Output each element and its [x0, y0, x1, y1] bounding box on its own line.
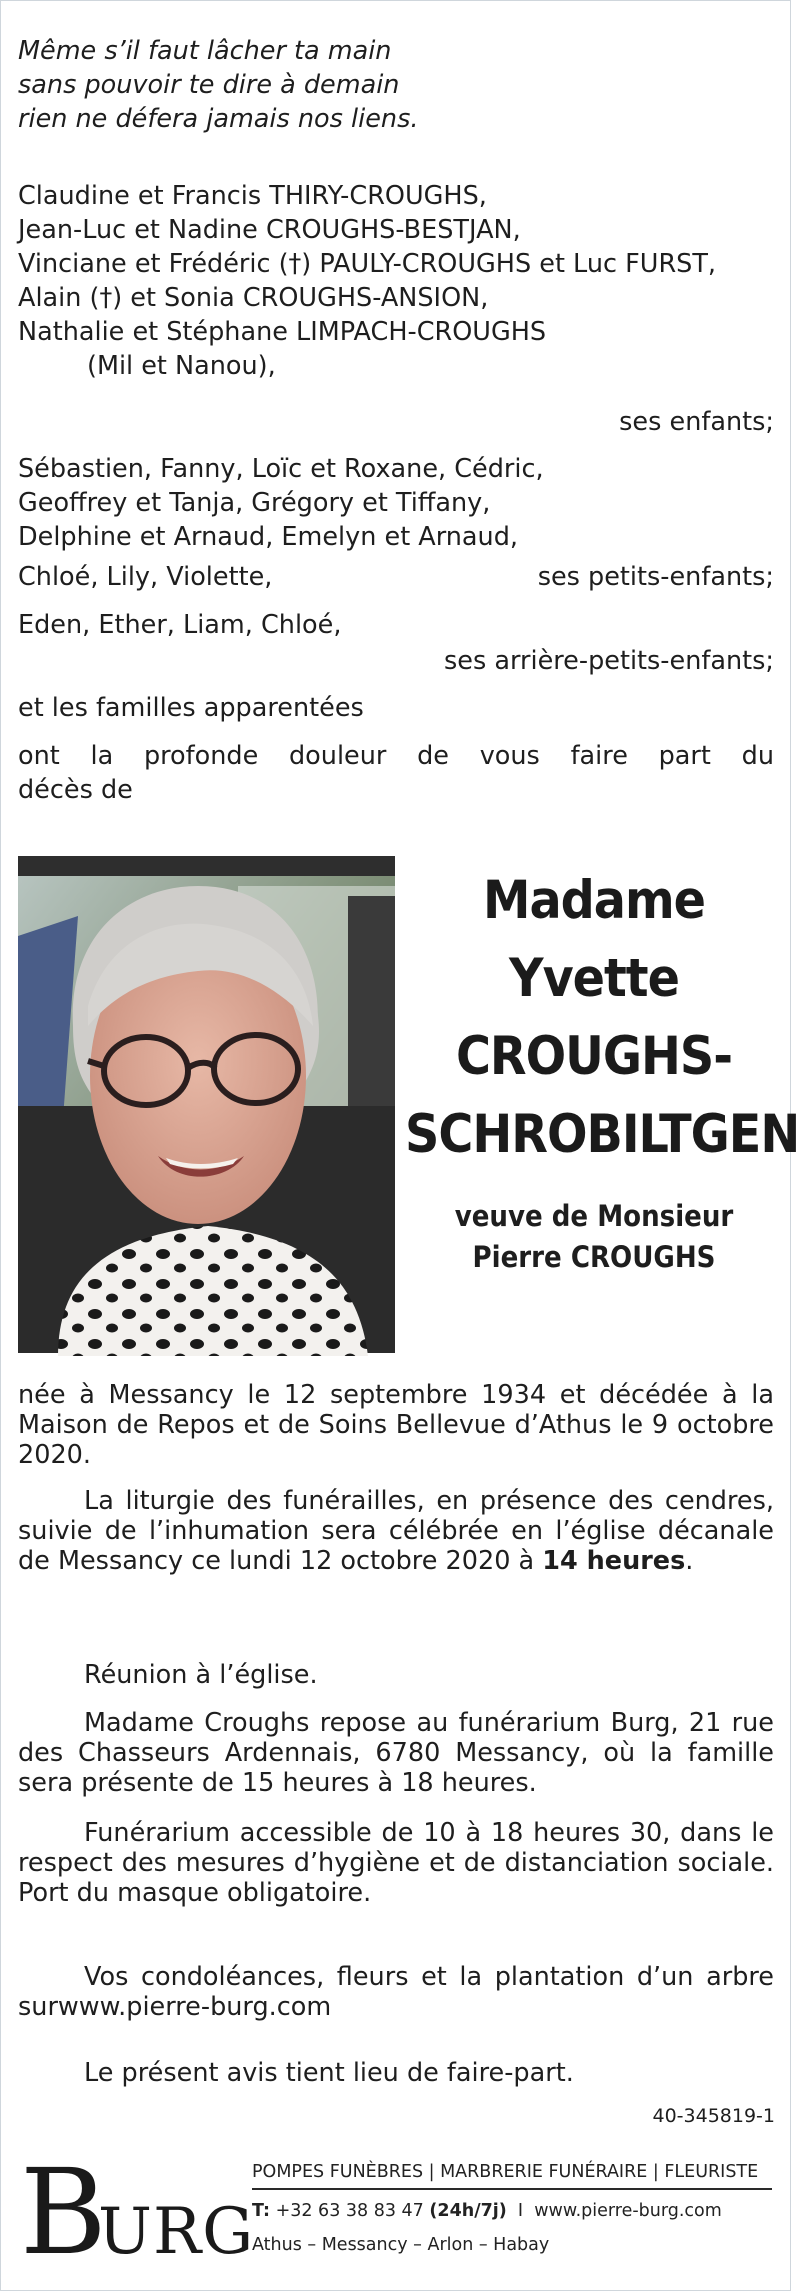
birth-death-paragraph: née à Messancy le 12 septembre 1934 et décédée à la Maison de Repos et de Soins Bellevue d’Athus le 9 octobre 2020. [18, 1380, 774, 1470]
deceased-surname: SCHROBILTGEN [405, 1104, 799, 1165]
phone-hours: (24h/7j) [429, 2201, 507, 2221]
children-line: Claudine et Francis THIRY-CROUGHS, [18, 181, 487, 211]
children-line: (Mil et Nanou), [87, 351, 276, 381]
grandchildren-line: Geoffrey et Tanja, Grégory et Tiffany, [18, 488, 491, 518]
verse-line: rien ne défera jamais nos liens. [18, 104, 419, 134]
grandchildren-role: ses petits-enfants; [537, 562, 774, 592]
children-line: Vinciane et Frédéric (†) PAULY-CROUGHS et Luc FURST, [18, 249, 717, 279]
footer-services: POMPES FUNÈBRES | MARBRERIE FUNÉRAIRE | FLEURISTE [252, 2162, 759, 2182]
deceased-surname: CROUGHS- [455, 1026, 733, 1087]
website-link[interactable]: www.pierre-burg.com [534, 2201, 722, 2221]
children-line: Jean-Luc et Nadine CROUGHS-BESTJAN, [18, 215, 521, 245]
phone-number[interactable]: +32 63 38 83 47 [275, 2201, 424, 2221]
widow-line: Pierre CROUGHS [472, 1240, 716, 1274]
notice-paragraph: Le présent avis tient lieu de faire-part. [84, 2058, 574, 2088]
great-grandchildren-line: Eden, Ether, Liam, Chloé, [18, 610, 342, 640]
grandchildren-line: Sébastien, Fanny, Loïc et Roxane, Cédric, [18, 454, 544, 484]
footer-contact [252, 2199, 722, 2223]
access-paragraph: Funérarium accessible de 10 à 18 heures 30, dans le respect des mesures d’hygiène et de distanciation sociale. Port du masque obligatoire. [18, 1818, 774, 1908]
children-line: Nathalie et Stéphane LIMPACH-CROUGHS [18, 317, 547, 347]
footer-locations: Athus – Messancy – Arlon – Habay [252, 2235, 550, 2255]
phone-label: T: [252, 2201, 270, 2221]
verse-line: Même s’il faut lâcher ta main [18, 36, 392, 66]
announcement-line: décès de [18, 775, 133, 805]
meeting-paragraph: Réunion à l’église. [84, 1660, 318, 1690]
widow-line: veuve de Monsieur [454, 1199, 734, 1233]
liturgy-text: La liturgie des funérailles, en présence des cendres, suivie de l’inhumation sera célébrée en l’église décanale de Messancy ce lundi 12 octobre 2020 à [18, 1486, 774, 1576]
liturgy-paragraph [18, 1486, 774, 1576]
funerarium-paragraph: Madame Croughs repose au funérarium Burg, 21 rue des Chasseurs Ardennais, 6780 Messancy, où la famille sera présente de 15 heures à 18 heures. [18, 1708, 774, 1798]
footer-separator: I [517, 2201, 524, 2221]
grandchildren-line: Chloé, Lily, Violette, [18, 562, 273, 592]
great-grandchildren-role: ses arrière-petits-enfants; [443, 646, 774, 676]
children-role: ses enfants; [619, 407, 774, 437]
deceased-first-name: Yvette [509, 948, 679, 1009]
condolences-paragraph: Vos condoléances, fleurs et la plantation d’un arbre surwww.pierre-burg.com [18, 1962, 774, 2022]
portrait-photo [18, 856, 395, 1353]
footer-rule [252, 2188, 772, 2190]
liturgy-end: . [685, 1546, 694, 1576]
svg-text:B: B [20, 2143, 107, 2281]
children-line: Alain (†) et Sonia CROUGHS-ANSION, [18, 283, 489, 313]
grandchildren-line: Delphine et Arnaud, Emelyn et Arnaud, [18, 522, 519, 552]
liturgy-time: 14 heures [542, 1546, 686, 1576]
burg-logo [20, 2143, 255, 2281]
svg-text:URG: URG [98, 2195, 255, 2269]
grandchildren-last-row [18, 562, 774, 592]
announcement-line: ont la profonde douleur de vous faire part du [18, 741, 774, 771]
verse-line: sans pouvoir te dire à demain [18, 70, 400, 100]
families-line: et les familles apparentées [18, 693, 364, 723]
deceased-title: Madame [483, 870, 705, 931]
reference-number: 40-345819-1 [652, 2105, 775, 2127]
